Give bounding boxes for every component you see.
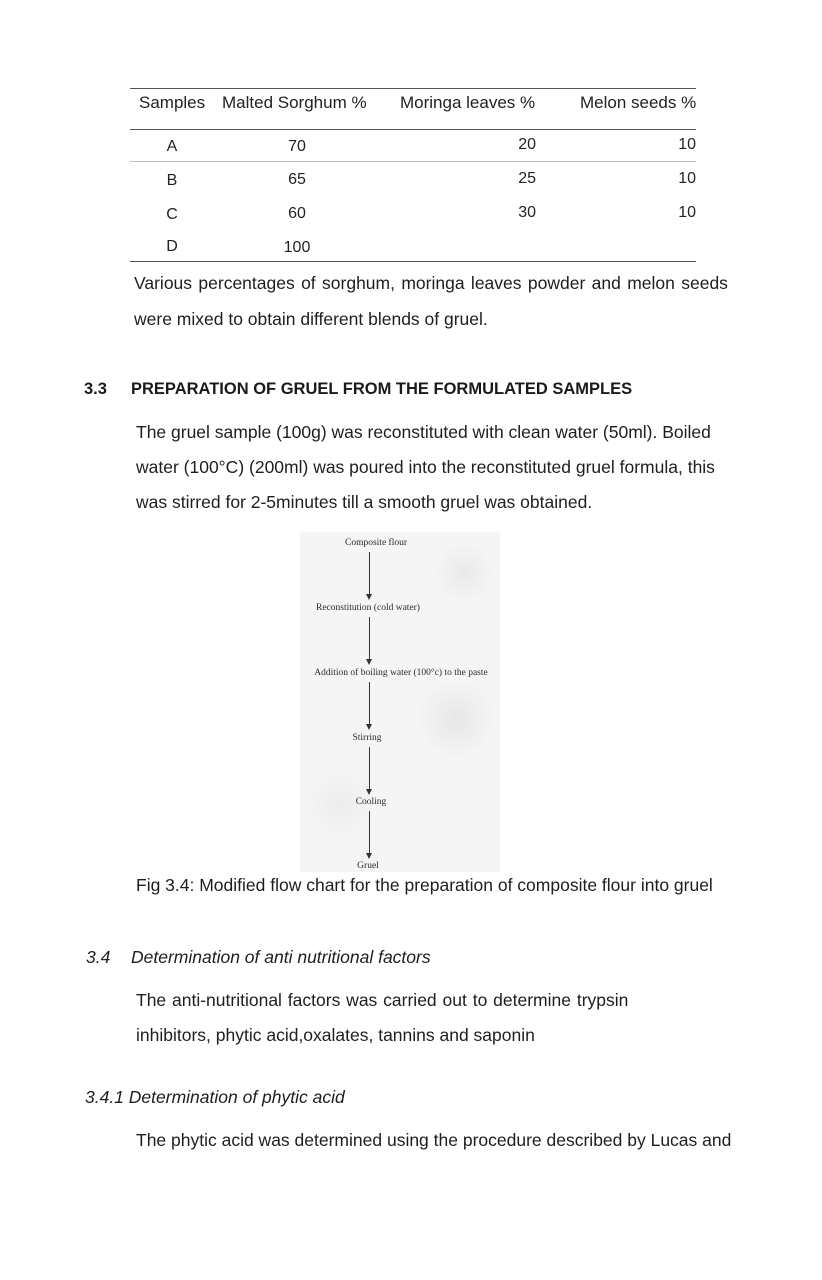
table-bottom-rule [130,261,696,262]
body-line: The phytic acid was determined using the procedure described by Lucas and [136,1130,732,1150]
down-arrow-icon [366,724,372,730]
cell-sample: B [166,172,178,189]
header-malted-sorghum: Malted Sorghum % [222,93,367,112]
cell-moringa: 20 [518,136,536,153]
row-divider [130,161,696,162]
down-arrow-icon [366,789,372,795]
body-line: was stirred for 2-5minutes till a smooth gruel was obtained. [136,492,593,512]
section-number: 3.3 [84,380,107,398]
down-arrow-icon [366,594,372,600]
body-line: The anti-nutritional factors was carried out to determine trypsin [136,990,629,1010]
body-line: water (100°C) (200ml) was poured into the reconstituted gruel formula, this [136,457,715,477]
intro-line: Various percentages of sorghum, moringa leaves powder and melon seeds [134,273,728,293]
cell-sample: C [166,206,178,223]
table-top-rule [130,88,696,89]
flow-step: Cooling [355,797,387,807]
down-arrow-icon [366,659,372,665]
flow-line [369,617,370,661]
flow-step: Gruel [357,861,379,871]
body-line: The gruel sample (100g) was reconstituted with clean water (50ml). Boiled [136,422,711,442]
cell-sorghum: 65 [288,171,306,188]
table-header-rule [130,129,696,130]
section-number: 3.4 [86,947,111,967]
cell-moringa: 30 [518,204,536,221]
cell-moringa: 25 [518,170,536,187]
flow-line [369,811,370,855]
header-samples: Samples [139,93,206,112]
figure-caption: Fig 3.4: Modified flow chart for the preparation of composite flour into gruel [136,875,713,895]
flow-step: Stirring [352,733,382,743]
flow-step: Addition of boiling water (100°c) to the paste [314,668,488,678]
intro-line: were mixed to obtain different blends of gruel. [134,309,488,329]
cell-sorghum: 60 [288,205,306,222]
flow-step: Reconstitution (cold water) [316,603,420,613]
header-moringa-leaves: Moringa leaves % [400,93,536,112]
cell-melon: 10 [678,204,696,221]
down-arrow-icon [366,853,372,859]
section-heading: PREPARATION OF GRUEL FROM THE FORMULATED SAMPLES [131,380,633,398]
subsection-heading: 3.4.1 Determination of phytic acid [85,1087,345,1107]
cell-sample: D [166,238,178,255]
flowchart-figure [300,532,500,872]
cell-melon: 10 [678,136,696,153]
cell-sorghum: 70 [288,138,306,155]
body-line: inhibitors, phytic acid,oxalates, tannins and saponin [136,1025,535,1045]
flow-line [369,747,370,791]
flow-line [369,682,370,726]
cell-sample: A [166,138,178,155]
header-melon-seeds: Melon seeds % [580,93,697,112]
cell-sorghum: 100 [283,239,311,256]
flow-line [369,552,370,596]
section-heading: Determination of anti nutritional factors [131,947,431,967]
flow-step: Composite flour [344,538,408,548]
cell-melon: 10 [678,170,696,187]
